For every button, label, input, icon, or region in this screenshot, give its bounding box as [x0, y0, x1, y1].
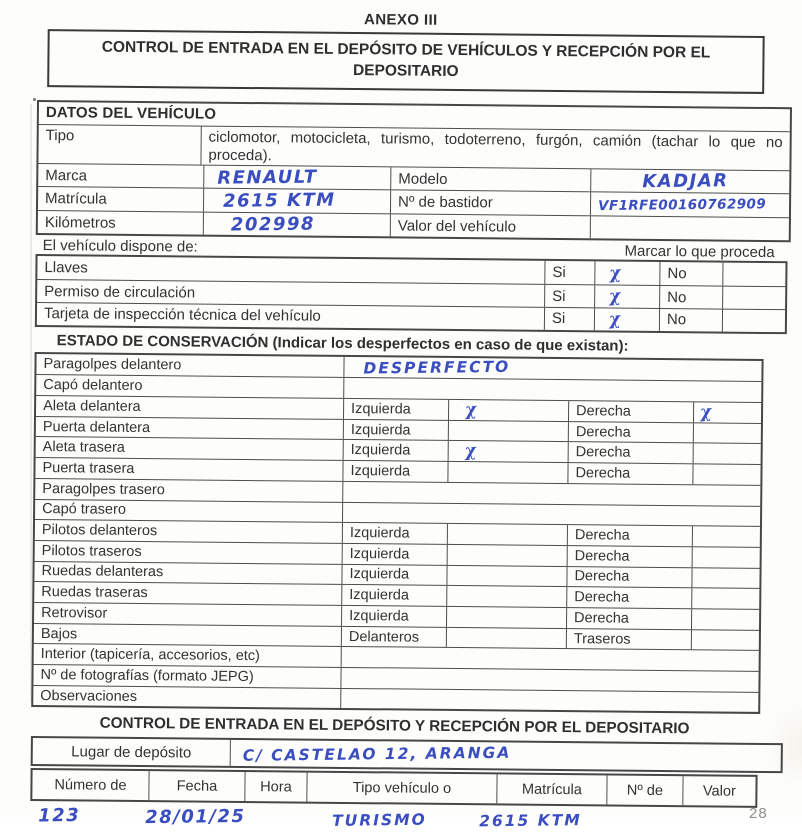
row-label: Paragolpes trasero: [42, 480, 165, 498]
estado-conservacion-table: [31, 352, 763, 715]
row-label: Bajos: [40, 625, 78, 642]
handwritten-lugar: C/ CASTELAO 12, ARANGA: [242, 744, 512, 766]
entry-columns-table: [30, 768, 757, 808]
dispone-intro: El vehículo dispone de:: [42, 237, 198, 256]
izquierda-label: Izquierda: [343, 420, 448, 441]
si-label: Si: [544, 308, 594, 330]
handwritten-tipo: TURISMO: [332, 811, 427, 831]
section-title-estado: ESTADO DE CONSERVACIÓN (Indicar los desperfectos en caso de que existan):: [56, 331, 629, 355]
handwritten-numero: 123: [38, 805, 81, 827]
handwritten-check: χ: [699, 401, 713, 423]
delanteros-label: Delanteros: [341, 627, 446, 648]
annex-title: ANEXO III: [363, 11, 438, 29]
row-label: Nº de fotografías (formato JEPG): [40, 666, 254, 685]
row-label: Pilotos traseros: [41, 542, 142, 560]
derecha-label: Derecha: [568, 443, 693, 464]
traseros-label: Traseros: [566, 629, 691, 650]
section-title-datos: DATOS DEL VEHÍCULO: [45, 104, 217, 124]
marca-label: Marca: [45, 166, 88, 185]
bastidor-label: Nº de bastidor: [390, 191, 590, 215]
row-label: Ruedas delanteras: [41, 563, 164, 581]
izquierda-label: Izquierda: [342, 461, 447, 482]
handwritten-desperfecto: DESPERFECTO: [363, 357, 511, 378]
izquierda-label: Izquierda: [341, 565, 446, 586]
handwritten-bastidor: VF1RFE00160762909: [597, 195, 767, 214]
row-label-permiso: Permiso de circulación: [44, 282, 196, 302]
col-fecha: Fecha: [148, 771, 244, 801]
derecha-label: Derecha: [566, 608, 691, 629]
izquierda-label: Izquierda: [342, 544, 447, 565]
handwritten-check: χ: [608, 262, 622, 284]
page-number: 28: [749, 805, 768, 822]
row-label: Paragolpes delantero: [43, 356, 182, 374]
col-numero-de: Número de: [54, 777, 127, 794]
no-label: No: [659, 286, 722, 308]
form-title-box: CONTROL DE ENTRADA EN EL DEPÓSITO DE VEHÍCULOS Y RECEPCIÓN POR EL DEPOSITARIO: [47, 29, 765, 94]
row-label: Puerta trasera: [42, 460, 135, 477]
col-valor: Valor: [682, 777, 755, 807]
section-title-entrada: CONTROL DE ENTRADA EN EL DEPÓSITO Y RECEPCIÓN POR EL DEPOSITARIO: [99, 715, 690, 738]
valor-vehiculo-label: Valor del vehículo: [390, 214, 590, 238]
si-label: Si: [544, 285, 594, 307]
handwritten-check: χ: [464, 399, 478, 421]
matricula-label: Matrícula: [45, 190, 107, 208]
table-row: [33, 738, 781, 771]
derecha-label: Derecha: [567, 525, 692, 546]
lugar-deposito-table: [31, 736, 783, 773]
row-label-tarjeta: Tarjeta de inspección técnica del vehículo: [43, 305, 321, 326]
row-label: Aleta trasera: [42, 439, 125, 457]
table-header-row: [32, 770, 755, 806]
row-label-llaves: Llaves: [44, 259, 88, 277]
izquierda-label: Izquierda: [342, 523, 447, 544]
derecha-label: Derecha: [567, 546, 692, 567]
handwritten-kilometros: 202998: [230, 213, 316, 236]
col-matricula: Matrícula: [496, 775, 606, 805]
marcar-header: Marcar lo que proceda: [624, 242, 775, 262]
row-label: Retrovisor: [41, 604, 108, 622]
handwritten-matricula: 2615 KTM: [222, 189, 336, 212]
derecha-label: Derecha: [566, 567, 691, 588]
derecha-label: Derecha: [568, 422, 693, 443]
handwritten-check: χ: [608, 286, 622, 308]
izquierda-label: Izquierda: [341, 585, 446, 606]
derecha-label: Derecha: [568, 401, 693, 422]
derecha-label: Derecha: [567, 463, 692, 484]
tipo-options-text: ciclomotor, motocicleta, turismo, todoterreno, furgón, camión (tachar lo que no proceda).: [208, 128, 783, 165]
modelo-label: Modelo: [390, 167, 590, 191]
table-row: [38, 124, 789, 170]
row-label: Puerta delantera: [42, 418, 151, 436]
si-label: Si: [544, 261, 594, 284]
col-hora: Hora: [244, 772, 306, 802]
col-n-de: Nº de: [606, 776, 682, 806]
row-label: Capó trasero: [42, 501, 127, 519]
no-label: No: [659, 309, 722, 331]
handwritten-modelo: KADJAR: [642, 169, 729, 192]
derecha-label: Derecha: [566, 587, 691, 608]
handwritten-fecha: 28/01/25: [145, 806, 246, 829]
handwritten-matricula-2: 2615 KTM: [479, 811, 582, 831]
row-label: Capó delantero: [43, 377, 143, 395]
row-label: Pilotos delanteros: [41, 522, 158, 540]
handwritten-marca: RENAULT: [217, 166, 318, 189]
izquierda-label: Izquierda: [341, 606, 446, 627]
dispone-table: [35, 254, 788, 334]
row-label: Observaciones: [40, 687, 138, 705]
handwritten-check: χ: [463, 440, 477, 462]
row-label: Ruedas traseras: [41, 584, 148, 602]
kilometros-label: Kilómetros: [44, 213, 116, 232]
no-label: No: [659, 262, 722, 285]
lugar-deposito-label: Lugar de depósito: [71, 743, 192, 762]
vehicle-data-table: [36, 100, 792, 243]
izquierda-label: Izquierda: [343, 440, 448, 461]
tipo-label: Tipo: [45, 126, 75, 145]
handwritten-check: χ: [608, 308, 622, 330]
col-tipo-vehiculo: Tipo vehículo o: [306, 773, 496, 804]
handwritten-entry-row: [0, 804, 794, 838]
izquierda-label: Izquierda: [343, 399, 448, 420]
row-label: Interior (tapicería, accesorios, etc): [40, 646, 260, 665]
row-label: Aleta delantera: [43, 398, 141, 415]
